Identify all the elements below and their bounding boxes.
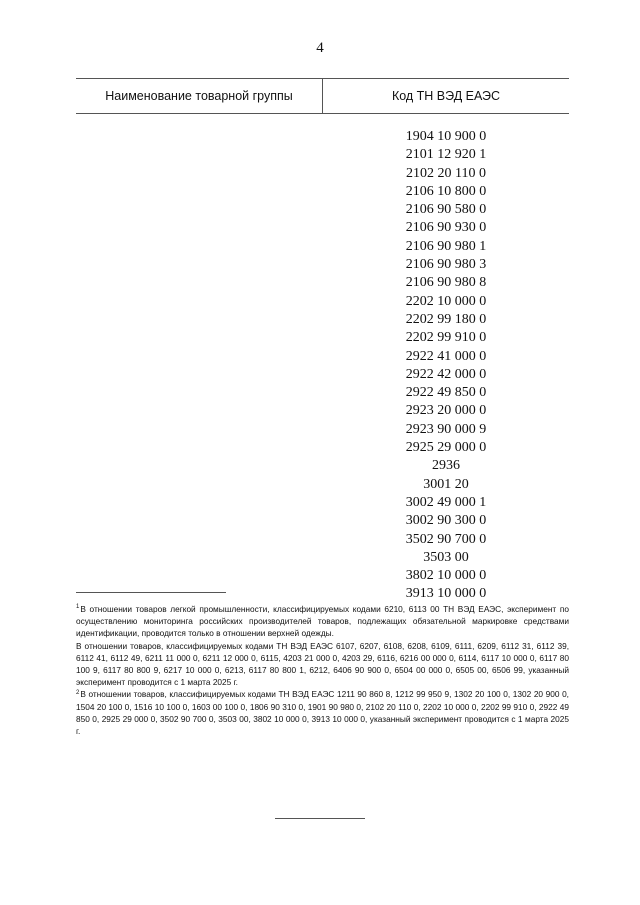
- code-row: 2202 99 180 0: [405, 311, 487, 327]
- code-row: 2923 20 000 0: [405, 403, 487, 419]
- footnote-1: [76, 603, 569, 640]
- code-row: 2202 99 910 0: [405, 330, 487, 346]
- code-row: 3802 10 000 0: [405, 568, 487, 584]
- footnote-separator: [76, 592, 226, 593]
- code-row: 2102 20 110 0: [406, 165, 486, 181]
- code-row: 2106 90 580 0: [405, 202, 487, 218]
- code-row: 3503 00: [423, 549, 469, 565]
- code-row: 2936: [432, 458, 460, 474]
- header-product-group: Наименование товарной группы: [105, 88, 293, 103]
- code-row: 1904 10 900 0: [405, 129, 487, 144]
- code-row: 3913 10 000 0: [405, 586, 487, 602]
- code-row: 2106 10 800 0: [405, 183, 487, 199]
- end-of-page-rule: [275, 818, 365, 819]
- code-row: 3502 90 700 0: [405, 531, 487, 547]
- page-number: 4: [316, 40, 324, 56]
- code-row: 2106 90 980 1: [405, 238, 487, 254]
- code-row: 2922 42 000 0: [405, 366, 487, 382]
- code-row: 2922 41 000 0: [405, 348, 487, 364]
- footnote-1-continuation: В отношении товаров, классифицируемых кодами ТН ВЭД ЕАЭС 6107, 6207, 6108, 6208, 6109, 6111, 6209, 6112 31, 6112 39, 6112 41, 6112 49, 6211 11 000 0, 6211 12 000 0, 6115, 4203 21 000 0, 4203 29, 6116, 6216 00 000 0, 6114, 6117 10 000 0, 6117 80 100 9, 6117 80 800 9, 6217 10 000 0, 6213, 6117 80 800 1, 6212, 6406 90 900 0, 6504 00 000 0, 6505 00, 6506 99, указанный эксперимент проводится с 1 марта 2025 г.: [76, 640, 569, 688]
- code-row: 2202 10 000 0: [405, 293, 487, 309]
- code-row: 2922 49 850 0: [405, 385, 487, 401]
- code-row: 3002 90 300 0: [405, 513, 487, 529]
- footnotes: [76, 603, 569, 737]
- code-row: 2923 90 000 9: [405, 421, 487, 437]
- footnote-2-text: В отношении товаров, классифицируемых кодами ТН ВЭД ЕАЭС 1211 90 860 8, 1212 99 950 9, 1302 20 100 0, 1302 20 900 0, 1504 20 100 0, 1516 10 100 0, 1603 00 100 0, 1806 90 310 0, 1901 90 980 0, 2102 20 110 0, 2202 10 000 0, 2202 99 910 0, 2922 49 850 0, 2925 29 000 0, 3502 90 700 0, 3503 00, 3802 10 000 0, 3913 10 000 0, указанный эксперимент проводится с 1 марта 2025 г.: [76, 689, 569, 737]
- footnote-2: [76, 688, 569, 737]
- footnote-1-mark: 1: [76, 604, 80, 611]
- tnved-code-list: [323, 128, 569, 604]
- code-row: 3002 49 000 1: [405, 494, 487, 510]
- footnote-1-text: В отношении товаров легкой промышленности, классифицируемых кодами 6210, 6113 00 ТН ВЭД ЕАЭС, эксперимент по осуществлению мониторинга российских производителей товаров, подлежащих обязательной маркировке средствами идентификации, проводится только в отношении верхней одежды.: [76, 604, 569, 639]
- code-row: 3001 20: [423, 476, 469, 492]
- code-row: 2106 90 930 0: [405, 220, 487, 236]
- code-row: 2925 29 000 0: [405, 440, 487, 456]
- table-header-bottom-border: [76, 113, 569, 114]
- code-row: 2106 90 980 8: [405, 275, 487, 291]
- footnote-2-mark: 2: [76, 689, 80, 696]
- code-row: 2106 90 980 3: [405, 257, 487, 273]
- code-row: 2101 12 920 1: [405, 147, 487, 163]
- header-tnved-code: Код ТН ВЭД ЕАЭС: [391, 88, 501, 103]
